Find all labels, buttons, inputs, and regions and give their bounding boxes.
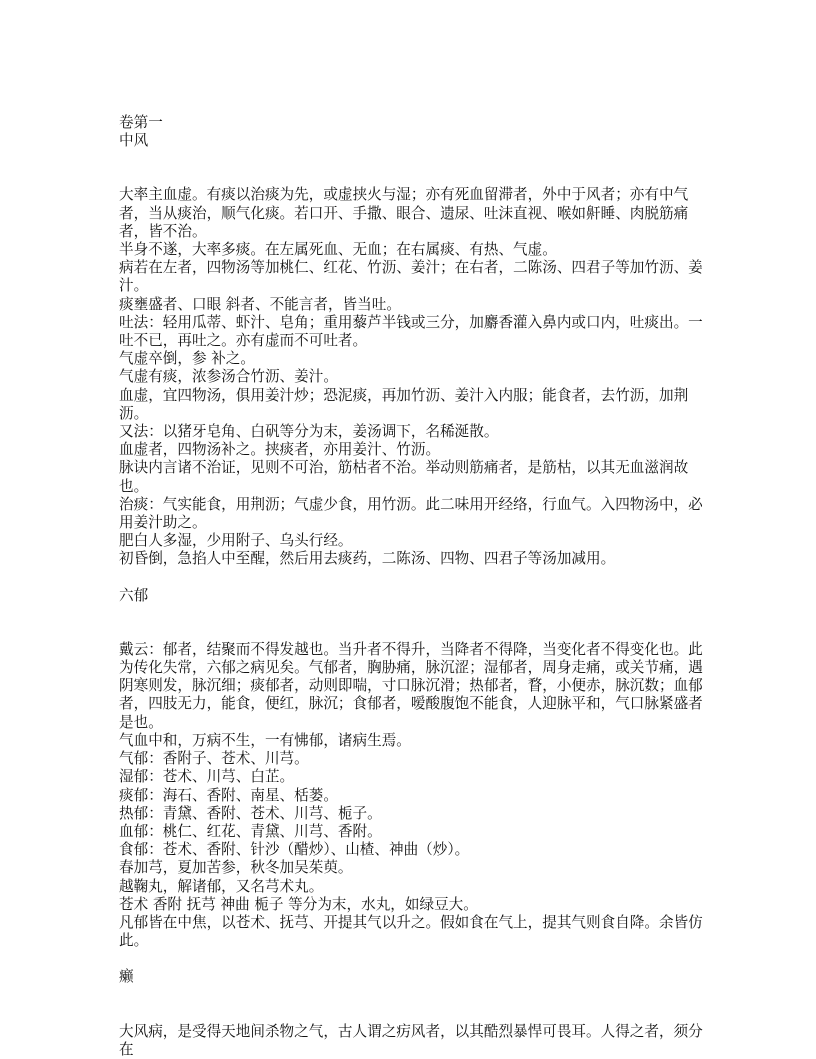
paragraph: 又法：以猪牙皂角、白矾等分为末，姜汤调下，名稀涎散。 — [119, 423, 499, 441]
paragraph: 脉诀内言诸不治证，见则不可治，筋枯者不治。举动则筋痛者，是筋枯，以其无血滋润故也。 — [119, 459, 689, 495]
paragraph: 初昏倒，急掐人中至醒，然后用去痰药，二陈汤、四物、四君子等汤加减用。 — [119, 550, 616, 568]
paragraph: 血虚，宜四物汤，俱用姜汁炒；恐泥痰，再加竹沥、姜汁入内服；能食者，去竹沥，加荆沥。 — [119, 386, 689, 422]
spacer — [119, 987, 709, 1023]
paragraph: 气虚卒倒，参 补之。 — [119, 350, 255, 368]
spacer — [119, 150, 709, 186]
volume-title: 卷第一 — [119, 114, 163, 131]
section-title-lai: 癞 — [119, 968, 134, 986]
paragraph: 肥白人多湿，少用附子、乌头行经。 — [119, 532, 353, 550]
paragraph: 湿郁：苍术、川芎、白芷。 — [119, 768, 295, 786]
paragraph: 大率主血虚。有痰以治痰为先，或虚挟火与湿；亦有死血留滞者，外中于风者；亦有中气者，当从痰治，顺气化痰。若口开、手撒、眼合、遗尿、吐沫直视、喉如鼾睡、肉脱筋痛者，皆不治。 — [119, 186, 689, 240]
paragraph: 戴云：郁者，结聚而不得发越也。当升者不得升，当降者不得降，当变化者不得变化也。此为传化失常，六郁之病见矣。气郁者，胸胁痛，脉沉涩；湿郁者，周身走痛，或关节痛，遇阴寒则发，脉沉细；痰郁者，动则即喘，寸口脉沉滑；热郁者，瞀，小便赤，脉沉数；血郁者，四肢无力，能食，便红，脉沉；食郁者，嗳酸腹饱不能食，人迎脉平和，气口脉紧盛者是也。 — [119, 640, 703, 731]
paragraph: 苍术 香附 抚芎 神曲 栀子 等分为末，水丸，如绿豆大。 — [119, 895, 478, 913]
section-body-zhongfeng — [119, 186, 709, 568]
section-title-zhongfeng: 中风 — [119, 132, 149, 150]
spacer — [119, 950, 709, 968]
spacer — [119, 605, 709, 641]
paragraph: 治痰：气实能食，用荆沥；气虚少食，用竹沥。此二味用开经络，行血气。入四物汤中，必用姜汁助之。 — [119, 495, 703, 532]
paragraph: 病若在左者，四物汤等加桃仁、红花、竹沥、姜汁；在右者，二陈汤、四君子等加竹沥、姜汁。 — [119, 259, 703, 295]
paragraph: 气郁：香附子、苍术、川芎。 — [119, 750, 309, 768]
paragraph: 食郁：苍术、香附、针沙（醋炒）、山楂、神曲（炒）。 — [119, 841, 470, 859]
paragraph: 越鞠丸，解诸郁，又名芎术丸。 — [119, 877, 324, 895]
paragraph: 春加芎，夏加苦参，秋冬加吴茱萸。 — [119, 859, 353, 877]
paragraph: 痰壅盛者、口眼 斜者、不能言者，皆当吐。 — [119, 295, 401, 313]
section-title-liuyu: 六郁 — [119, 586, 149, 604]
paragraph: 气血中和，万病不生，一有怫郁，诸病生焉。 — [119, 731, 411, 749]
paragraph: 气虚有痰，浓参汤合竹沥、姜汁。 — [119, 368, 338, 386]
paragraph: 大风病，是受得天地间杀物之气，古人谓之疠风者，以其酷烈暴悍可畏耳。人得之者，须分在 — [119, 1022, 703, 1058]
paragraph: 血虚者，四物汤补之。挟痰者，亦用姜汁、竹沥。 — [119, 441, 441, 459]
section-body-liuyu — [119, 641, 709, 950]
paragraph: 吐法：轻用瓜蒂、虾汁、皂角；重用藜芦半钱或三分，加麝香灌入鼻内或口内，吐痰出。一吐不已，再吐之。亦有虚而不可吐者。 — [119, 313, 703, 350]
spacer — [119, 569, 709, 587]
paragraph: 痰郁：海石、香附、南星、栝蒌。 — [119, 786, 338, 804]
document-page — [119, 114, 709, 1059]
paragraph: 血郁：桃仁、红花、青黛、川芎、香附。 — [119, 822, 382, 840]
section-body-lai — [119, 1023, 709, 1059]
paragraph: 半身不遂，大率多痰。在左属死血、无血；在右属痰、有热、气虚。 — [119, 241, 557, 259]
paragraph: 热郁：青黛、香附、苍术、川芎、栀子。 — [119, 804, 382, 822]
paragraph: 凡郁皆在中焦，以苍术、抚芎、开提其气以升之。假如食在气上，提其气则食自降。余皆仿此。 — [119, 913, 703, 950]
